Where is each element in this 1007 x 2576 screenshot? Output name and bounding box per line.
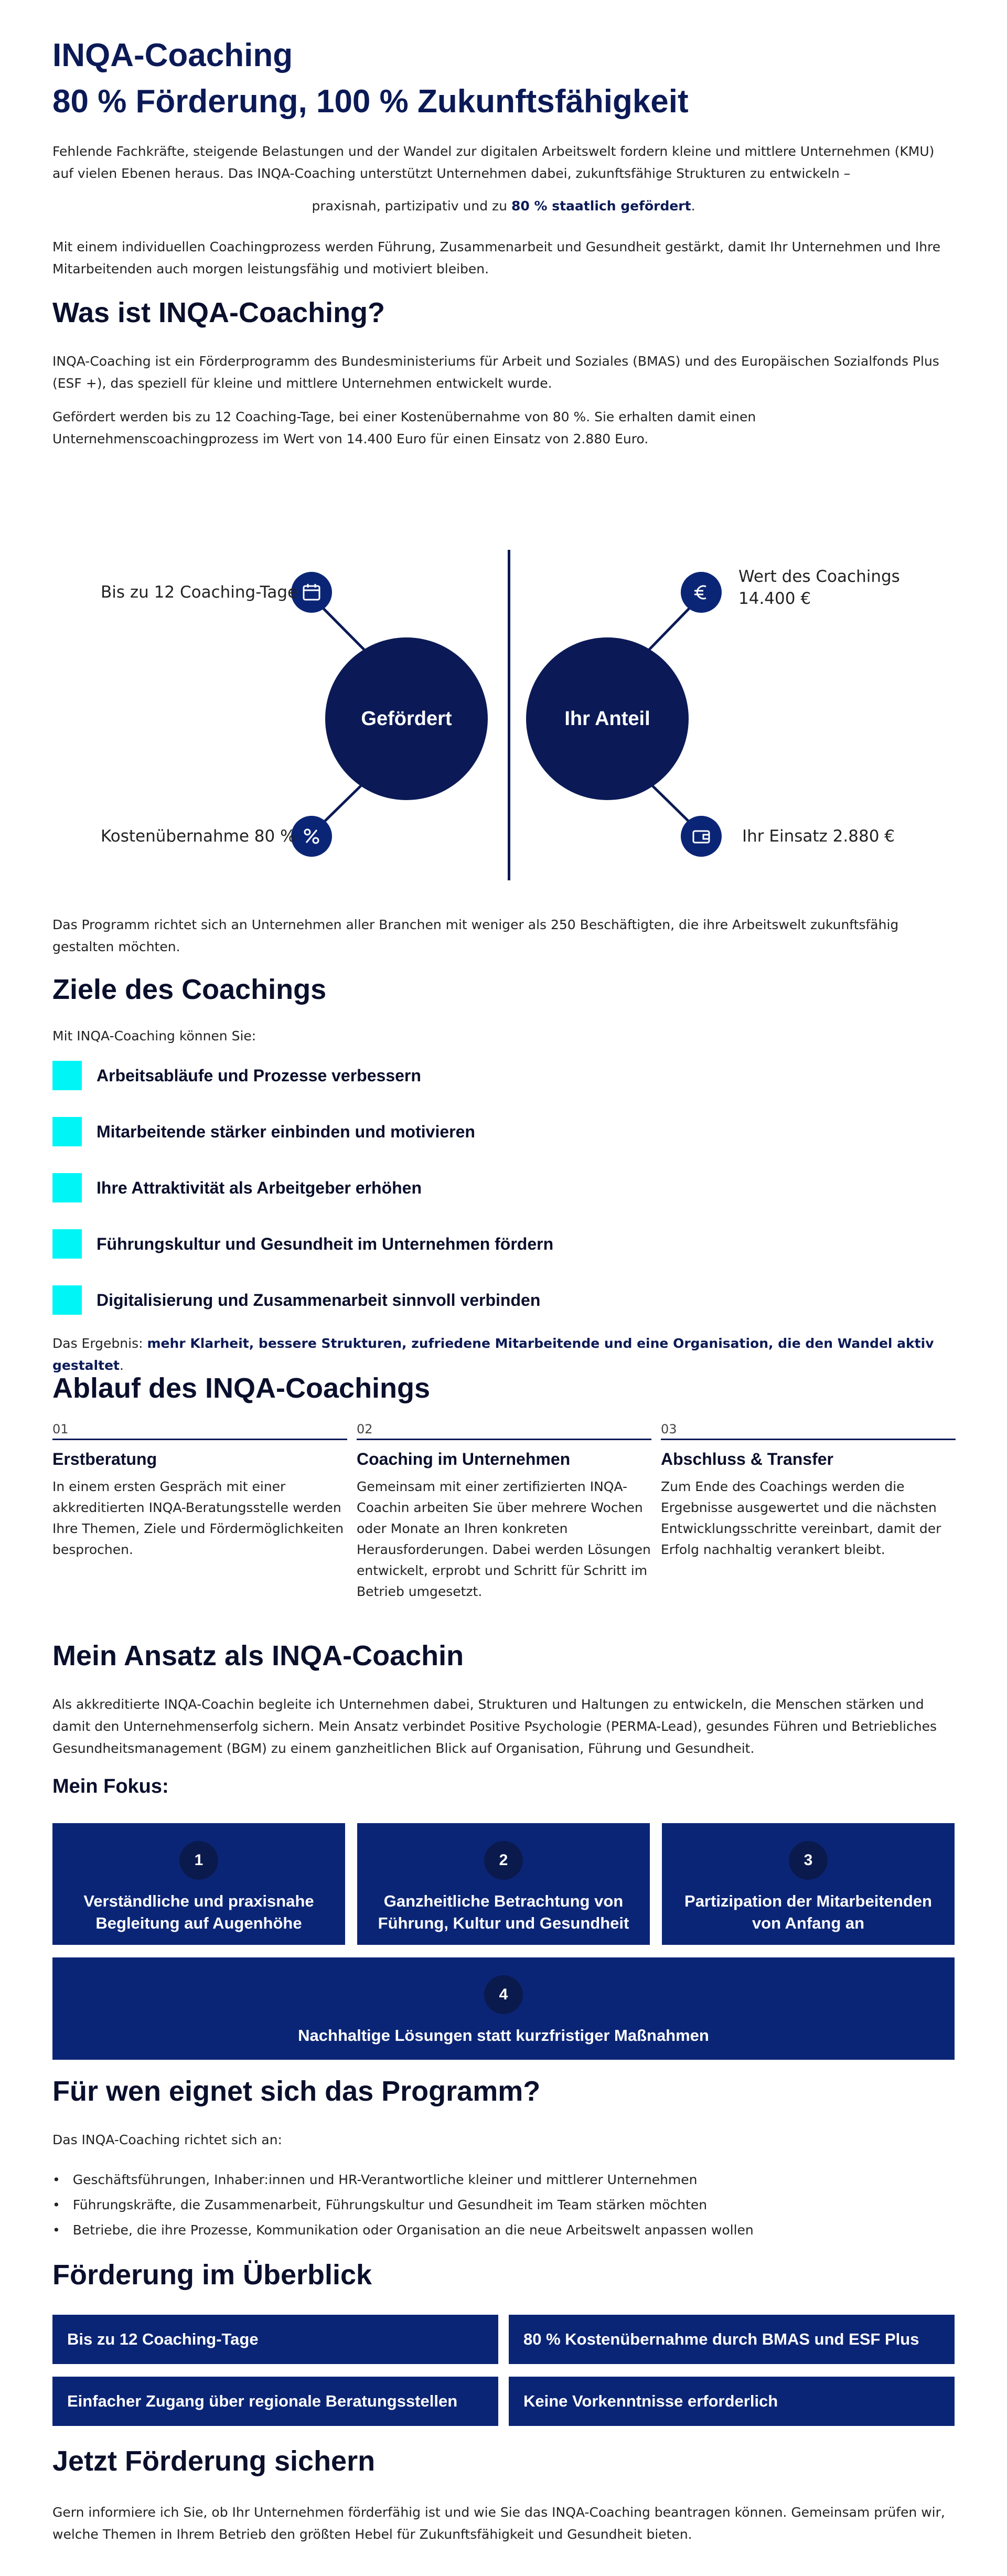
step-number: 01 [52, 1422, 347, 1440]
section-heading-overview: Förderung im Überblick [52, 2259, 372, 2291]
goal-item: Ihre Attraktivität als Arbeitgeber erhöhen [52, 1173, 422, 1202]
process-step [661, 1422, 956, 1560]
step-text: Gemeinsam mit einer zertifizierten INQA-Coachin arbeiten Sie über mehrere Wochen oder Monate an Ihren konkreten Herausforderungen. Dabei werden Lösungen entwickelt, erprobt und Schritt für Schritt im Betrieb umgesetzt. [357, 1479, 651, 1599]
label-own-contribution: Ihr Einsatz 2.880 € [742, 827, 895, 846]
section-heading-what: Was ist INQA-Coaching? [52, 297, 385, 328]
focus-card [52, 1957, 955, 2060]
label-coaching-days: Bis zu 12 Coaching-Tage [101, 583, 298, 602]
goal-item: Führungskultur und Gesundheit im Unternehmen fördern [52, 1229, 553, 1259]
section-heading-target: Für wen eignet sich das Programm? [52, 2075, 541, 2107]
card-text: Partizipation der Mitarbeitenden von Anfang an [684, 1892, 932, 1932]
focus-card [52, 1823, 345, 1945]
goals-lead: Mit INQA-Coaching können Sie: [52, 1028, 256, 1044]
goals-result: Das Ergebnis: mehr Klarheit, bessere Strukturen, zufriedene Mitarbeitende und eine Organisation, die den Wandel aktiv gestaltet. [52, 1336, 934, 1373]
target-lead: Das INQA-Coaching richtet sich an: [52, 2132, 282, 2147]
step-title: Erstberatung [52, 1450, 157, 1468]
step-text: In einem ersten Gespräch mit einer akkreditierten INQA-Beratungsstelle werden Ihre Themen, Ziele und Fördermöglichkeiten besprochen. [52, 1479, 344, 1557]
bullet-square-icon [52, 1061, 82, 1090]
card-text: Ganzheitliche Betrachtung von Führung, Kultur und Gesundheit [378, 1892, 629, 1932]
what-paragraph-2: Gefördert werden bis zu 12 Coaching-Tage, bei einer Kostenübernahme von 80 %. Sie erhalten damit einen Unternehmenscoachingprozess im Wert von 14.400 Euro für einen Einsatz von 2.880 Euro. [52, 409, 756, 446]
card-text: Nachhaltige Lösungen statt kurzfristiger Maßnahmen [298, 2026, 709, 2045]
label-cost-coverage: Kostenübernahme 80 % [101, 827, 296, 846]
section-heading-cta: Jetzt Förderung sichern [52, 2445, 376, 2477]
euro-icon [681, 572, 722, 613]
focus-card [662, 1823, 955, 1945]
cta-text: Gern informiere ich Sie, ob Ihr Unternehmen förderfähig ist und wie Sie das INQA-Coaching beantragen können. Gemeinsam prüfen wir, welche Themen in Ihrem Betrieb den größten Hebel für Zukunftsfähigkeit und Gesundheit bieten. [52, 2505, 945, 2542]
goal-item: Digitalisierung und Zusammenarbeit sinnvoll verbinden [52, 1285, 540, 1315]
overview-item: Keine Vorkenntnisse erforderlich [509, 2377, 955, 2426]
bullet-square-icon [52, 1229, 82, 1259]
focus-heading: Mein Fokus: [52, 1775, 169, 1797]
approach-text: Als akkreditierte INQA-Coachin begleite ich Unternehmen dabei, Strukturen und Haltungen zu entwickeln, die Menschen stärken und damit den Unternehmenserfolg sichern. Mein Ansatz verbindet Positive Psychologie (PERMA-Lead), gesundes Führen und Betriebliches Gesundheitsmanagement (BGM) zu einem ganzheitlichen Blick auf Organisation, Führung und Gesundheit. [52, 1697, 937, 1756]
funded-circle: Gefördert [325, 637, 488, 800]
bullet-square-icon [52, 1285, 82, 1315]
card-text: Verständliche und praxisnahe Begleitung auf Augenhöhe [83, 1892, 314, 1932]
list-item: • Betriebe, die ihre Prozesse, Kommunikation oder Organisation an die neue Arbeitswelt anpassen wollen [52, 2222, 754, 2238]
diagram-divider [508, 550, 510, 880]
card-number-badge: 2 [484, 1841, 523, 1880]
funding-highlight: 80 % staatlich gefördert [511, 198, 691, 214]
share-circle: Ihr Anteil [526, 637, 689, 800]
focus-card [357, 1823, 650, 1945]
section-heading-goals: Ziele des Coachings [52, 974, 327, 1005]
step-number: 02 [357, 1422, 651, 1440]
intro-highlight: praxisnah, partizipativ und zu 80 % staatlich gefördert. [312, 198, 695, 214]
audience-note: Das Programm richtet sich an Unternehmen aller Branchen mit weniger als 250 Beschäftigten, die ihre Arbeitswelt zukunftsfähig gestalten möchten. [52, 917, 899, 954]
step-title: Abschluss & Transfer [661, 1450, 833, 1468]
bullet-square-icon [52, 1117, 82, 1146]
step-number: 03 [661, 1422, 956, 1440]
goal-item: Arbeitsabläufe und Prozesse verbessern [52, 1061, 421, 1090]
bullet-square-icon [52, 1173, 82, 1202]
overview-item: Bis zu 12 Coaching-Tage [52, 2315, 498, 2364]
overview-item: 80 % Kostenübernahme durch BMAS und ESF Plus [509, 2315, 955, 2364]
page-title: INQA-Coaching [52, 37, 293, 73]
percent-icon [291, 816, 332, 857]
page-subtitle: 80 % Förderung, 100 % Zukunftsfähigkeit [52, 83, 689, 120]
funding-diagram [52, 535, 955, 913]
card-number-badge: 4 [484, 1975, 523, 2014]
list-item: • Geschäftsführungen, Inhaber:innen und HR-Verantwortliche kleiner und mittlerer Unternehmen [52, 2172, 698, 2187]
what-paragraph-1: INQA-Coaching ist ein Förderprogramm des Bundesministeriums für Arbeit und Soziales (BMAS) und des Europäischen Sozialfonds Plus (ESF +), das speziell für kleine und mittlere Unternehmen entwickelt wurde. [52, 354, 939, 391]
list-item: • Führungskräfte, die Zusammenarbeit, Führungskultur und Gesundheit im Team stärken möchten [52, 2197, 707, 2212]
intro-paragraph: Fehlende Fachkräfte, steigende Belastungen und der Wandel zur digitalen Arbeitswelt fordern kleine und mittlere Unternehmen (KMU) auf vielen Ebenen heraus. Das INQA-Coaching unterstützt Unternehmen dabei, zukunftsfähige Strukturen zu entwickeln – [52, 144, 935, 181]
intro-paragraph-2: Mit einem individuellen Coachingprozess werden Führung, Zusammenarbeit und Gesundheit gestärkt, damit Ihr Unternehmen und Ihre Mitarbeitenden auch morgen leistungsfähig und motiviert bleiben. [52, 239, 941, 276]
process-step [357, 1422, 651, 1602]
label-coaching-value: Wert des Coachings 14.400 € [738, 567, 900, 608]
step-text: Zum Ende des Coachings werden die Ergebnisse ausgewertet und die nächsten Entwicklungsschritte vereinbart, damit der Erfolg nachhaltig verankert bleibt. [661, 1479, 941, 1557]
card-number-badge: 3 [789, 1841, 828, 1880]
step-title: Coaching im Unternehmen [357, 1450, 571, 1468]
wallet-icon [681, 816, 722, 857]
overview-item: Einfacher Zugang über regionale Beratungsstellen [52, 2377, 498, 2426]
section-heading-approach: Mein Ansatz als INQA-Coachin [52, 1640, 464, 1672]
section-heading-process: Ablauf des INQA-Coachings [52, 1372, 431, 1404]
card-number-badge: 1 [179, 1841, 218, 1880]
goal-item: Mitarbeitende stärker einbinden und motivieren [52, 1117, 475, 1146]
process-step [52, 1422, 347, 1560]
